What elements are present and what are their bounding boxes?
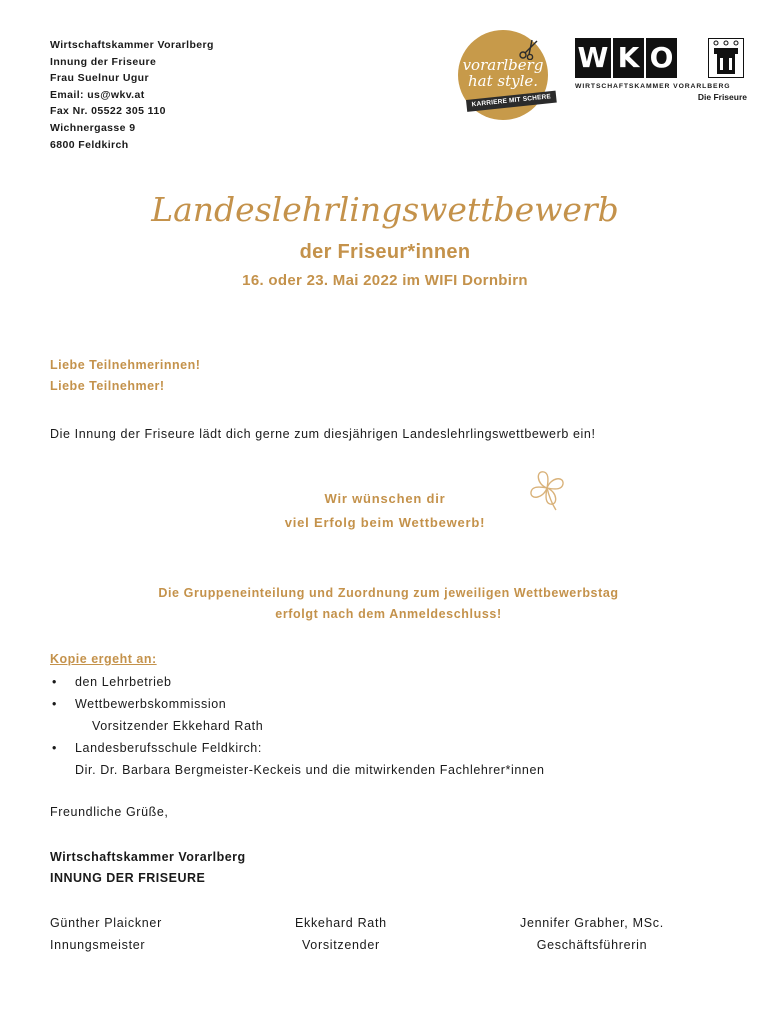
- wish-text: [200, 487, 570, 535]
- bullet: •: [52, 675, 57, 689]
- list-item-text: Landesberufsschule Feldkirch:: [75, 741, 262, 755]
- intro-text: Die Innung der Friseure lädt dich gerne zum diesjährigen Landeslehrlingswettbewerb ein!: [50, 427, 596, 441]
- copy-heading: Kopie ergeht an:: [50, 652, 157, 666]
- list-item: [50, 737, 545, 759]
- signature-role: Innungsmeister: [50, 938, 146, 952]
- badge-line: vorarlberg: [462, 56, 544, 74]
- sender-email: Email: us@wkv.at: [50, 88, 145, 101]
- signature-role: Vorsitzender: [301, 938, 380, 952]
- signature-name: Jennifer Grabher, MSc.: [520, 916, 664, 930]
- sender-line: Wirtschaftskammer Vorarlberg: [50, 39, 214, 51]
- sender-line: Innung der Friseure: [50, 55, 157, 68]
- wish-line: viel Erfolg beim Wettbewerb!: [284, 515, 486, 530]
- sender-line: Frau Suelnur Ugur: [50, 72, 149, 85]
- sender-line: Wichnergasse 9: [50, 121, 136, 134]
- list-item-text: Wettbewerbskommission: [75, 697, 227, 711]
- sender-fax: Fax Nr. 05522 305 110: [50, 105, 166, 118]
- event-date: 16. oder 23. Mai 2022 im WIFI Dornbirn: [242, 272, 528, 289]
- grouping-line: erfolgt nach dem Anmeldeschluss!: [275, 607, 502, 621]
- bullet: •: [52, 697, 57, 711]
- vorarlberg-hat-style-logo: [458, 30, 552, 120]
- coat-of-arms-icon: [708, 38, 744, 78]
- wko-letter: O: [646, 38, 677, 78]
- page-title: Landeslehrlingswettbewerb: [151, 190, 619, 229]
- copy-list: [50, 671, 545, 781]
- list-item-detail: Vorsitzender Ekkehard Rath: [92, 719, 264, 733]
- bullet: •: [52, 741, 57, 755]
- four-leaf-clover-icon: [522, 464, 572, 514]
- wko-letter: K: [613, 38, 644, 78]
- organization-line: INNUNG DER FRISEURE: [50, 871, 206, 885]
- signature-block: [520, 912, 664, 956]
- badge-line: hat style.: [467, 72, 539, 90]
- signature-name: Günther Plaickner: [50, 916, 162, 930]
- wko-letter: W: [575, 38, 611, 78]
- greeting: [50, 355, 200, 397]
- sender-line: 6800 Feldkirch: [50, 138, 129, 151]
- wko-subtitle: WIRTSCHAFTSKAMMER VORARLBERG: [575, 83, 731, 90]
- greeting-line: Liebe Teilnehmerinnen!: [50, 358, 201, 372]
- greeting-line: Liebe Teilnehmer!: [50, 379, 165, 393]
- sender-address: [50, 37, 214, 153]
- list-item-detail: Dir. Dr. Barbara Bergmeister-Keckeis und die mitwirkenden Fachlehrer*innen: [75, 763, 545, 777]
- wko-department: Die Friseure: [697, 92, 747, 102]
- signature-name: Ekkehard Rath: [295, 916, 387, 930]
- organization: [50, 847, 246, 889]
- list-item-text: den Lehrbetrieb: [75, 675, 172, 689]
- grouping-line: Die Gruppeneinteilung und Zuordnung zum jeweiligen Wettbewerbstag: [158, 586, 619, 600]
- wko-logo: [575, 38, 747, 102]
- closing: Freundliche Grüße,: [50, 805, 169, 819]
- signature-role: Geschäftsführerin: [536, 938, 648, 952]
- signature-block: [295, 912, 387, 956]
- grouping-note: [50, 583, 727, 625]
- list-item: [50, 671, 545, 693]
- wish-line: Wir wünschen dir: [324, 491, 446, 506]
- organization-line: Wirtschaftskammer Vorarlberg: [50, 850, 246, 864]
- signature-block: [50, 912, 162, 956]
- badge-strip: KARRIERE MIT SCHERE: [466, 91, 557, 112]
- page-subtitle: der Friseur*innen: [299, 241, 471, 263]
- list-item: [50, 693, 545, 715]
